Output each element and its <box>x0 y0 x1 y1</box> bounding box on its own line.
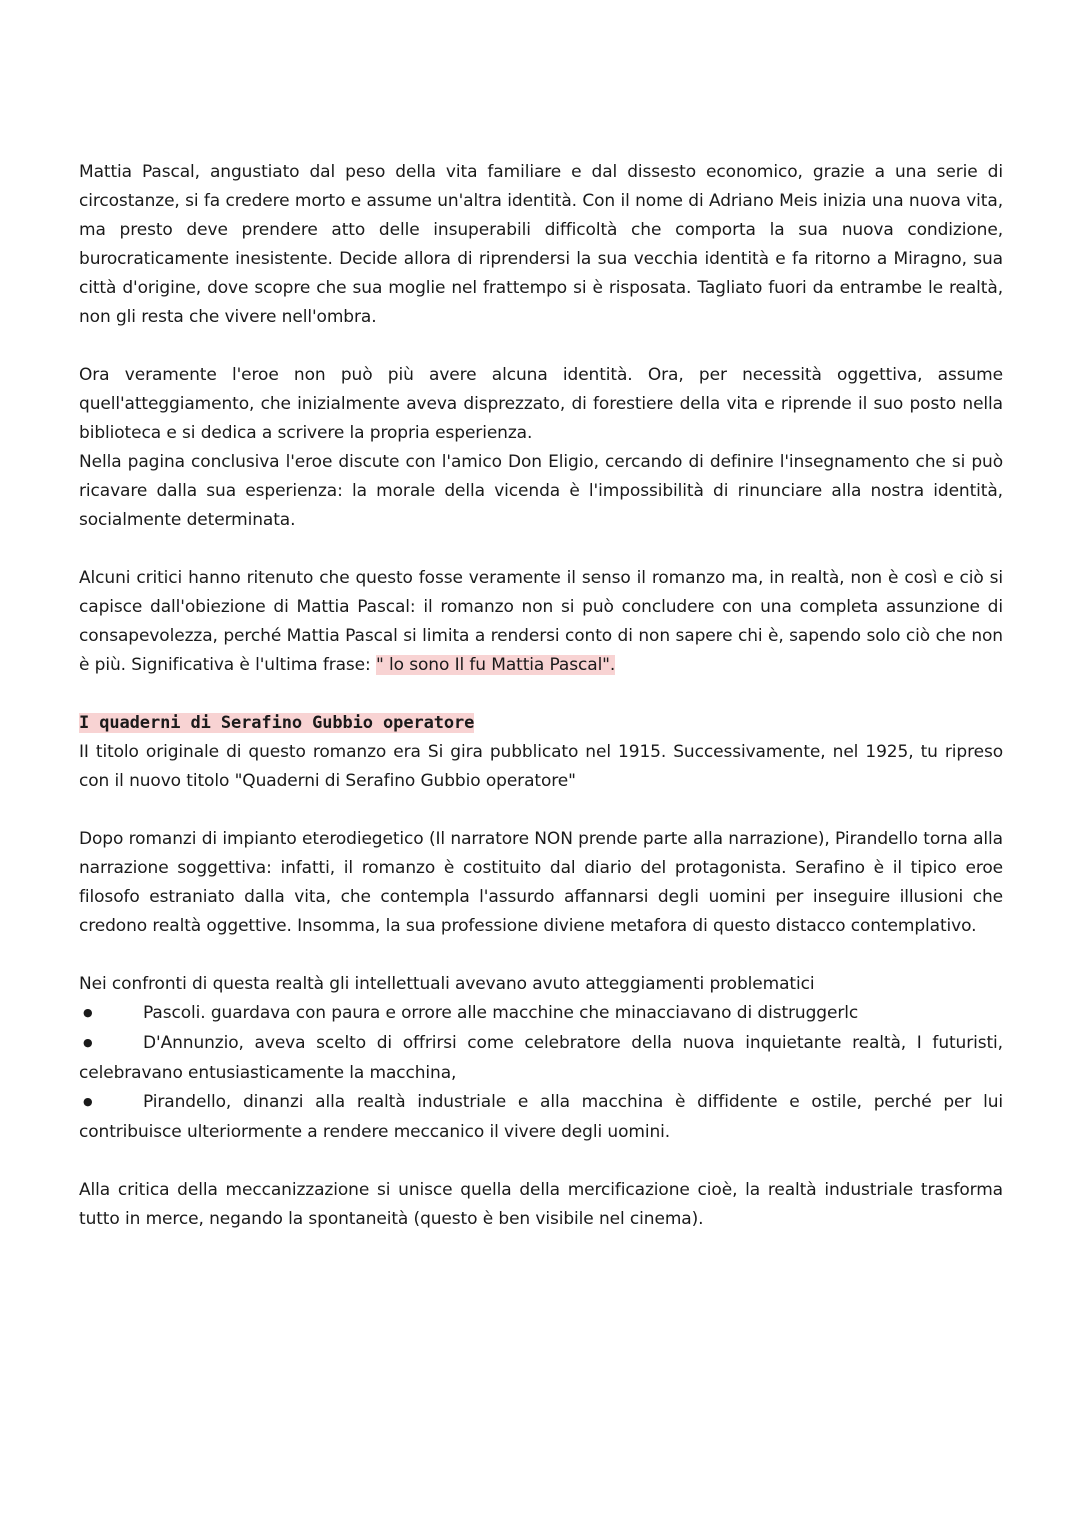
paragraph-mattia-pascal-summary: Mattia Pascal, angustiato dal peso della vita familiare e dal dissesto economico, grazie a una serie di circostanze, si fa credere morto e assume un'altra identità. Con il nome di Adriano Meis inizia una nuova vita, ma presto deve prendere atto delle insuperabili difficoltà che comporta la sua nuova condizione, burocraticamente inesistente. Decide allora di riprendersi la sua vecchia identità e fa ritorno a Miragno, sua città d'origine, dove scopre che sua moglie nel frattempo si è risposata. Tagliato fuori da entrambe le realtà, non gli resta che vivere nell'ombra. <box>79 162 1003 327</box>
document-page <box>79 158 1003 1234</box>
highlighted-quote: " lo sono Il fu Mattia Pascal". <box>375 655 616 675</box>
paragraph-mercificazione: Alla critica della meccanizzazione si unisce quella della mercificazione cioè, la realtà industriale trasforma tutto in merce, negando la spontaneità (questo è ben visibile nel cinema). <box>79 1180 1003 1229</box>
paragraph-critici <box>79 564 1003 680</box>
paragraph-intellettuali: Nei confronti di questa realtà gli intellettuali avevano avuto atteggiamenti problematici <box>79 974 815 994</box>
paragraph-critici-text: Alcuni critici hanno ritenuto che questo fosse veramente il senso il romanzo ma, in realtà, non è così e ciò si capisce dall'obiezione di Mattia Pascal: il romanzo non si può concludere con una completa assunzione di consapevolezza, perché Mattia Pascal si limita a rendersi conto di non sapere chi è, sapendo solo ciò che non è più. Significativa è l'ultima frase: <box>79 568 1003 675</box>
section-heading-container <box>79 709 1003 738</box>
bullet-icon <box>79 1029 143 1059</box>
paragraph-don-eligio: Nella pagina conclusiva l'eroe discute con l'amico Don Eligio, cercando di definire l'insegnamento che si può ricavare dalla sua esperienza: la morale della vicenda è l'impossibilità di rinunciare alla nostra identità, socialmente determinata. <box>79 452 1003 530</box>
bullet-icon <box>79 1088 143 1118</box>
paragraph-eroe-identita: Ora veramente l'eroe non può più avere alcuna identità. Ora, per necessità oggettiva, assume quell'atteggiamento, che inizialmente aveva disprezzato, di forestiere della vita e riprende il suo posto nella biblioteca e si dedica a scrivere la propria esperienza. <box>79 365 1003 443</box>
paragraph-titolo-originale: II titolo originale di questo romanzo era Si gira pubblicato nel 1915. Successivamente, nel 1925, tu ripreso con il nuovo titolo "Quaderni di Serafino Gubbio operatore" <box>79 742 1003 791</box>
section-heading: I quaderni di Serafino Gubbio operatore <box>79 713 475 733</box>
paragraph-narrazione-soggettiva: Dopo romanzi di impianto eterodiegetico (Il narratore NON prende parte alla narrazione), Pirandello torna alla narrazione soggettiva: infatti, il romanzo è costituito dal diario del protagonista. Serafino è il tipico eroe filosofo estraniato dalla vita, che contempla l'assurdo affannarsi degli uomini per inseguire illusioni che credono realtà oggettive. Insomma, la sua professione diviene metafora di questo distacco contemplativo. <box>79 829 1003 936</box>
list-item-dannunzio: ●D'Annunzio, aveva scelto di offrirsi come celebratore della nuova inquietante realtà, I futuristi, celebravano entusiasticamente la macchina, <box>79 1029 1003 1088</box>
list-item-pascoli: ●Pascoli. guardava con paura e orrore alle macchine che minacciavano di distruggerlc <box>79 999 1003 1029</box>
list-item-pirandello: ●Pirandello, dinanzi alla realtà industriale e alla macchina è diffidente e ostile, perché per lui contribuisce ulteriormente a rendere meccanico il vivere degli uomini. <box>79 1088 1003 1147</box>
bullet-icon <box>79 999 143 1029</box>
